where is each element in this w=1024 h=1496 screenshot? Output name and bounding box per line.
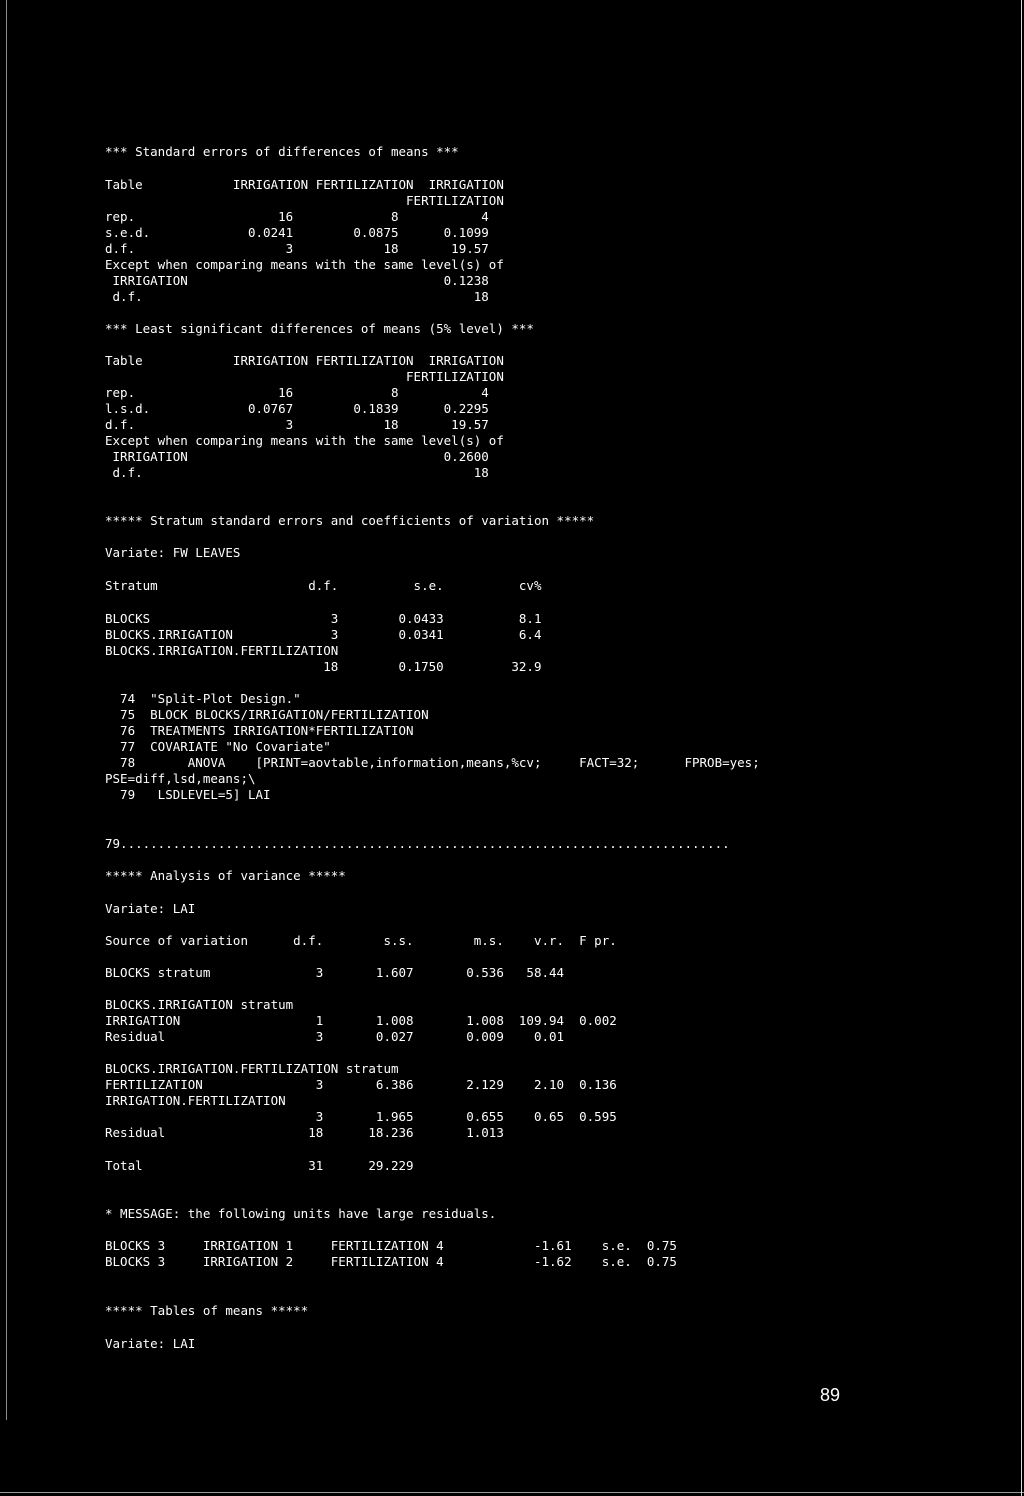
stratum-table-header: Stratum d.f. s.e. cv% [105,578,542,593]
variate-lai: Variate: LAI [105,901,196,916]
lsd-heading: *** Least significant differences of means (5% level) *** [105,321,534,336]
residual-unit-row-2: BLOCKS 3 IRRIGATION 2 FERTILIZATION 4 -1.62 s.e. 0.75 [105,1254,677,1269]
code-line-78: 78 ANOVA [PRINT=aovtable,information,means,%cv; FACT=32; FPROB=yes; [105,755,760,770]
message-line: * MESSAGE: the following units have large residuals. [105,1206,497,1221]
lsd-value-row: l.s.d. 0.0767 0.1839 0.2295 [105,401,489,416]
code-line-78-cont: PSE=diff,lsd,means;\ [105,771,256,786]
residual-unit-row-1: BLOCKS 3 IRRIGATION 1 FERTILIZATION 4 -1.61 s.e. 0.75 [105,1238,677,1253]
sed-heading: *** Standard errors of differences of means *** [105,144,459,159]
anova-row-residual-2: Residual 18 18.236 1.013 [105,1125,504,1140]
sed-table-header: Table IRRIGATION FERTILIZATION IRRIGATION [105,177,504,192]
anova-row-total: Total 31 29.229 [105,1158,414,1173]
stratum-heading: ***** Stratum standard errors and coefficients of variation ***** [105,513,595,528]
anova-fertilization-stratum-label: BLOCKS.IRRIGATION.FERTILIZATION stratum [105,1061,399,1076]
stratum-row-blocks: BLOCKS 3 0.0433 8.1 [105,611,542,626]
sed-df-row: d.f. 3 18 19.57 [105,241,489,256]
code-line-74: 74 "Split-Plot Design." [105,691,301,706]
lsd-df-row: d.f. 3 18 19.57 [105,417,489,432]
sed-except-value: IRRIGATION 0.1238 [105,273,489,288]
lsd-except-value: IRRIGATION 0.2600 [105,449,489,464]
anova-heading: ***** Analysis of variance ***** [105,868,346,883]
anova-row-residual-1: Residual 3 0.027 0.009 0.01 [105,1029,565,1044]
code-line-77: 77 COVARIATE "No Covariate" [105,739,331,754]
anova-irrigation-stratum-label: BLOCKS.IRRIGATION stratum [105,997,294,1012]
sed-table-header-2: FERTILIZATION [105,193,504,208]
anova-row-irrigation: IRRIGATION 1 1.008 1.008 109.94 0.002 [105,1013,617,1028]
sed-value-row: s.e.d. 0.0241 0.0875 0.1099 [105,225,489,240]
lsd-except-df: d.f. 18 [105,465,489,480]
dotted-separator: 79................................................................................. [105,836,730,851]
lsd-except-line: Except when comparing means with the same level(s) of [105,433,504,448]
stratum-row-irrigation: BLOCKS.IRRIGATION 3 0.0341 6.4 [105,627,542,642]
tables-of-means-heading: ***** Tables of means ***** [105,1303,309,1318]
anova-row-fertilization: FERTILIZATION 3 6.386 2.129 2.10 0.136 [105,1077,617,1092]
anova-table-header: Source of variation d.f. s.s. m.s. v.r. F pr. [105,933,617,948]
variate-lai-means: Variate: LAI [105,1336,196,1351]
page-number: 89 [820,1385,841,1405]
sed-except-df: d.f. 18 [105,289,489,304]
anova-row-interaction-label: IRRIGATION.FERTILIZATION [105,1093,286,1108]
lsd-rep-row: rep. 16 8 4 [105,385,489,400]
stratum-row-fertilization-label: BLOCKS.IRRIGATION.FERTILIZATION [105,643,339,658]
scan-edge-left [6,0,7,1420]
scan-edge-bottom [0,1492,1024,1493]
sed-except-line: Except when comparing means with the same level(s) of [105,257,504,272]
anova-row-blocks-stratum: BLOCKS stratum 3 1.607 0.536 58.44 [105,965,565,980]
anova-row-interaction-values: 3 1.965 0.655 0.65 0.595 [105,1109,617,1124]
sed-rep-row: rep. 16 8 4 [105,209,489,224]
lsd-table-header: Table IRRIGATION FERTILIZATION IRRIGATION [105,353,504,368]
stratum-row-fertilization-values: 18 0.1750 32.9 [105,659,542,674]
code-line-79: 79 LSDLEVEL=5] LAI [105,787,271,802]
variate-fw-leaves: Variate: FW LEAVES [105,545,241,560]
scan-edge-right [1021,0,1022,1496]
code-line-76: 76 TREATMENTS IRRIGATION*FERTILIZATION [105,723,414,738]
lsd-table-header-2: FERTILIZATION [105,369,504,384]
code-line-75: 75 BLOCK BLOCKS/IRRIGATION/FERTILIZATION [105,707,429,722]
